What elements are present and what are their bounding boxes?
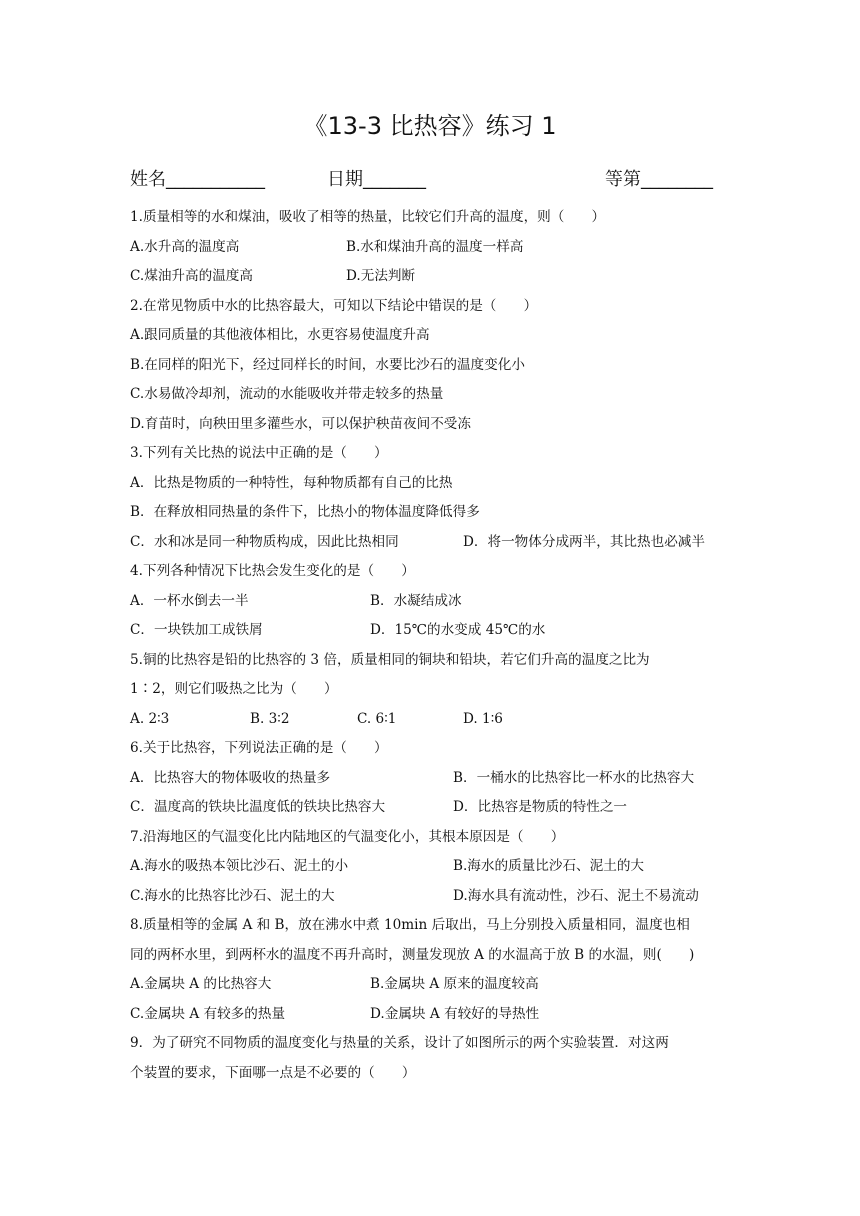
answer-option: B．水凝结成冰 xyxy=(370,593,462,609)
answer-option: B.海水的质量比沙石、泥土的大 xyxy=(453,858,645,874)
answer-option: C．水和冰是同一种物质构成，因此比热相同 xyxy=(130,534,399,550)
answer-option: C.金属块 A 有较多的热量 xyxy=(130,1006,286,1022)
answer-option: D.育苗时，向秧田里多灌些水，可以保护秧苗夜间不受冻 xyxy=(130,416,471,432)
answer-option: C. 6∶1 xyxy=(357,711,397,727)
answer-option: A.金属块 A 的比热容大 xyxy=(130,976,272,992)
answer-option: D.金属块 A 有较好的导热性 xyxy=(370,1006,540,1022)
answer-option: B.水和煤油升高的温度一样高 xyxy=(346,239,524,255)
question-text: 1∶2，则它们吸热之比为（ ） xyxy=(130,681,338,697)
answer-option: D.无法判断 xyxy=(346,268,416,284)
answer-option: C.海水的比热容比沙石、泥土的大 xyxy=(130,888,335,904)
question-text: 1.质量相等的水和煤油，吸收了相等的热量，比较它们升高的温度，则（ ） xyxy=(130,209,606,225)
answer-option: C.水易做冷却剂，流动的水能吸收并带走较多的热量 xyxy=(130,386,444,402)
answer-option: A.海水的吸热本领比沙石、泥土的小 xyxy=(130,858,349,874)
answer-option: D.海水具有流动性，沙石、泥土不易流动 xyxy=(453,888,699,904)
question-text: 3.下列有关比热的说法中正确的是（ ） xyxy=(130,445,388,461)
name-field: 姓名___________ xyxy=(130,169,265,190)
answer-option: B.金属块 A 原来的温度较高 xyxy=(370,976,539,992)
question-text: 4.下列各种情况下比热会发生变化的是（ ） xyxy=(130,563,415,579)
answer-option: B．一桶水的比热容比一杯水的比热容大 xyxy=(453,770,695,786)
answer-option: D．比热容是物质的特性之一 xyxy=(453,799,628,815)
question-text: 9．为了研究不同物质的温度变化与热量的关系，设计了如图所示的两个实验装置．对这两 xyxy=(130,1035,669,1051)
question-text: 5.铜的比热容是铅的比热容的 3 倍，质量相同的铜块和铅块，若它们升高的温度之比为 xyxy=(130,652,650,668)
answer-option: B．在释放相同热量的条件下，比热小的物体温度降低得多 xyxy=(130,504,480,520)
answer-option: A．比热是物质的一种特性，每种物质都有自己的比热 xyxy=(130,475,453,491)
answer-option: C．温度高的铁块比温度低的铁块比热容大 xyxy=(130,799,386,815)
question-text: 个装置的要求，下面哪一点是不必要的（ ） xyxy=(130,1065,416,1081)
answer-option: B.在同样的阳光下，经过同样长的时间，水要比沙石的温度变化小 xyxy=(130,357,525,373)
answer-option: D. 1∶6 xyxy=(463,711,503,727)
answer-option: A.跟同质量的其他液体相比，水更容易使温度升高 xyxy=(130,327,430,343)
question-text: 7.沿海地区的气温变化比内陆地区的气温变化小，其根本原因是（ ） xyxy=(130,829,565,845)
question-text: 8.质量相等的金属 A 和 B，放在沸水中煮 10min 后取出，马上分别投入质量相同，温度也相 xyxy=(130,917,690,933)
date-field: 日期_______ xyxy=(327,169,426,190)
answer-option: C.煤油升高的温度高 xyxy=(130,268,253,284)
answer-option: D．15℃的水变成 45℃的水 xyxy=(370,622,546,638)
worksheet-title: 《13-3 比热容》练习 1 xyxy=(303,112,557,140)
question-text: 6.关于比热容，下列说法正确的是（ ） xyxy=(130,740,388,756)
answer-option: A．一杯水倒去一半 xyxy=(130,593,249,609)
answer-option: B. 3∶2 xyxy=(250,711,290,727)
question-text: 同的两杯水里，到两杯水的温度不再升高时，测量发现放 A 的水温高于放 B 的水温，则( ) xyxy=(130,947,695,963)
grade-field: 等第________ xyxy=(605,169,713,190)
answer-option: A. 2∶3 xyxy=(130,711,170,727)
answer-option: A.水升高的温度高 xyxy=(130,239,240,255)
answer-option: C．一块铁加工成铁屑 xyxy=(130,622,263,638)
question-text: 2.在常见物质中水的比热容最大，可知以下结论中错误的是（ ） xyxy=(130,298,538,314)
answer-option: A．比热容大的物体吸收的热量多 xyxy=(130,770,331,786)
answer-option: D．将一物体分成两半，其比热也必减半 xyxy=(463,534,705,550)
